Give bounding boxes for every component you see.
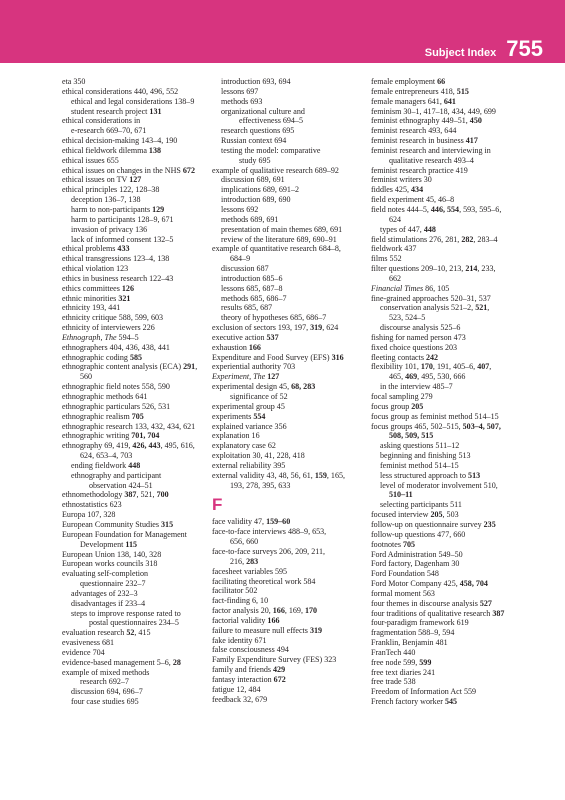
index-subentry: asking questions 511–12 [380,441,460,451]
index-entry: fixed choice questions 203 [371,342,458,352]
index-subentry: methods 693 [221,96,263,106]
index-entry: external reliability 395 [212,460,286,470]
index-entry: facilitating theoretical work 584 [212,576,316,586]
index-subentry: steps to improve response rated to [71,608,181,618]
page-header-band [0,0,565,63]
index-entry: Experiment, The 127 [212,372,280,382]
index-entry: free node 599, 599 [371,657,432,667]
index-entry: executive action 537 [212,332,279,342]
index-subentry: study 695 [239,155,271,165]
index-subentry: significance of 52 [230,392,288,401]
index-subentry: research questions 695 [221,126,295,136]
index-subentry: level of moderator involvement 510, [380,480,498,490]
index-entry: fragmentation 588–9, 594 [371,628,455,638]
index-subentry: presentation of main themes 689, 691 [221,224,343,234]
index-entry: evaluating self-completion [62,569,149,579]
index-subentry: 508, 509, 515 [389,431,434,441]
index-entry: filter questions 209–10, 213, 214, 233, [371,264,496,274]
index-entry: ethnographic content analysis (ECA) 291, [62,362,198,372]
index-subentry: organizational culture and [221,106,305,116]
index-entry: example of mixed methods [62,667,150,677]
index-entry: fleeting contacts 242 [371,352,439,362]
index-entry: follow-up questions 477, 660 [371,529,466,539]
index-subentry: beginning and finishing 513 [380,451,471,461]
index-entry: ethnographic methods 641 [62,392,148,401]
index-entry: FranTech 440 [371,647,416,657]
index-entry: feedback 32, 679 [212,694,268,704]
index-subentry: 510–11 [389,490,413,500]
index-entry: exclusion of sectors 193, 197, 319, 624 [212,323,339,333]
index-entry: factorial validity 166 [212,615,280,625]
index-entry: ethnostatistics 623 [62,500,122,510]
index-entry: failure to measure null effects 319 [212,625,323,635]
index-entry: European Foundation for Management [62,529,187,539]
index-entry: ethnomethodology 387, 521, 700 [62,490,169,500]
index-entry: ethnic minorities 321 [62,293,131,303]
index-entry: fantasy interaction 672 [212,674,286,684]
index-entry: fine-grained approaches 520–31, 537 [371,293,491,303]
index-entry: Financial Times 86, 105 [371,283,450,293]
index-entry: facesheet variables 595 [212,566,288,576]
index-entry: free trade 538 [371,677,416,687]
index-entry: ethnographic particulars 526, 531 [62,401,171,411]
index-entry: family and friends 429 [212,665,286,675]
index-subentry: 523, 524–5 [389,313,426,323]
index-subentry: lessons 697 [221,86,259,96]
index-entry: experimental group 45 [212,401,285,411]
index-entry: Expenditure and Food Survey (EFS) 316 [212,352,344,362]
index-entry: Freedom of Information Act 559 [371,687,477,697]
index-entry: European Union 138, 140, 328 [62,549,162,559]
index-subentry: methods 685, 686–7 [221,293,287,303]
index-subentry: 624 [389,214,402,224]
index-subentry: e-research 669–70, 671 [71,126,147,136]
index-entry: female entrepreneurs 418, 515 [371,86,469,96]
index-entry: Ford Motor Company 425, 458, 704 [371,579,488,589]
index-subentry: ethnography and participant [71,470,162,480]
index-entry: ethnography 69, 419, 426, 443, 495, 616, [62,441,195,451]
index-entry: face-to-face surveys 206, 209, 211, [212,546,325,556]
index-entry: evidence 704 [62,647,105,657]
index-entry: ethical problems 433 [62,244,130,254]
index-entry: ethical violation 123 [62,264,129,274]
index-entry: four traditions of qualitative research 387 [371,608,505,618]
index-subentry: student research project 131 [71,106,162,116]
index-entry: ethical considerations in [62,116,141,126]
index-entry: evidence-based management 5–6, 28 [62,657,181,667]
index-subentry: discussion 687 [221,264,269,274]
index-entry: ethical issues 655 [62,155,119,165]
index-entry: experimental design 45, 68, 283 [212,382,316,392]
index-entry: fishing for named person 473 [371,332,466,342]
index-entry: fact-finding 6, 10 [212,596,269,606]
index-entry: feminism 30–1, 417–18, 434, 449, 699 [371,106,496,116]
index-entry: ethical decision-making 143–4, 190 [62,136,178,146]
index-subentry: conservation analysis 521–2, 521, [380,303,490,313]
index-subentry: deception 136–7, 138 [71,195,141,205]
index-entry: ethical transgressions 123–4, 138 [62,254,170,264]
index-subentry: effectiveness 694–5 [239,116,303,126]
index-entry: formal moment 563 [371,588,435,598]
index-entry: explained variance 356 [212,421,287,431]
index-subentry: results 685, 687 [221,303,273,313]
index-subentry: discussion 689, 691 [221,175,285,185]
index-entry: focused interview 205, 503 [371,510,459,520]
index-subentry: harm to participants 128–9, 671 [71,214,174,224]
index-entry: factor analysis 20, 166, 169, 170 [212,606,318,616]
index-subentry: observation 424–51 [89,480,153,490]
index-subentry: discourse analysis 525–6 [380,323,461,333]
index-column-2 [212,77,362,704]
index-entry: footnotes 705 [371,539,416,549]
index-entry: explanatory case 62 [212,441,276,451]
index-entry: face validity 47, 159–60 [212,517,291,527]
index-subentry: 684–9 [230,254,251,264]
index-entry: ethnographic research 133, 432, 434, 621 [62,421,196,431]
index-subentry: 193, 278, 395, 633 [230,480,291,490]
index-subentry: selecting participants 511 [380,500,462,510]
index-entry: focus group as feminist method 514–15 [371,411,499,421]
index-entry: Ethnograph, The 594–5 [62,332,139,342]
index-entry: four themes in discourse analysis 527 [371,598,492,608]
index-entry: Ford Foundation 548 [371,569,439,579]
index-subentry: theory of hypotheses 685, 686–7 [221,313,327,323]
index-entry: Ford Administration 549–50 [371,549,463,559]
index-entry: flexibility 101, 170, 191, 405–6, 407, [371,362,492,372]
index-column-3 [371,77,521,707]
index-subentry: introduction 689, 690 [221,195,291,205]
index-subentry: methods 689, 691 [221,214,279,224]
index-entry: fiddles 425, 434 [371,185,424,195]
index-entry: ethnographic writing 701, 704 [62,431,160,441]
index-entry: explanation 16 [212,431,260,441]
index-entry: example of quantitative research 684–8, [212,244,341,254]
index-subentry: 656, 660 [230,537,259,547]
index-entry: ethical fieldwork dilemma 138 [62,145,161,155]
index-subentry: 662 [389,273,402,283]
index-entry: follow-up on questionnaire survey 235 [371,519,496,529]
index-entry: exhaustion 166 [212,342,261,352]
index-entry: female managers 641, 641 [371,96,456,106]
index-subentry: 624, 653–4, 703 [80,451,133,461]
index-entry: ethnographic realism 705 [62,411,144,421]
index-entry: ethnicity critique 588, 599, 603 [62,313,164,323]
index-entry: free text diaries 241 [371,667,436,677]
index-entry: evasiveness 681 [62,638,115,648]
index-entry: experiential authority 703 [212,362,296,372]
index-entry: Franklin, Benjamin 481 [371,638,448,648]
index-entry: European Community Studies 315 [62,519,174,529]
index-entry: focus group 205 [371,401,424,411]
index-subentry: less structured approach to 513 [380,470,481,480]
index-entry: feminist ethnography 449–51, 450 [371,116,482,126]
index-entry: field notes 444–5, 446, 554, 593, 595–6, [371,204,502,214]
index-subentry: implications 689, 691–2 [221,185,300,195]
index-entry: focal sampling 279 [371,392,433,401]
index-subentry: introduction 693, 694 [221,77,291,86]
index-subentry: harm to non-participants 129 [71,204,165,214]
index-entry: fieldwork 437 [371,244,417,254]
index-entry: ethnographic field notes 558, 590 [62,382,170,392]
index-subentry: research 692–7 [80,677,129,687]
index-entry: example of qualitative research 689–92 [212,165,339,175]
index-subentry: review of the literature 689, 690–91 [221,234,337,244]
index-entry: fatigue 12, 484 [212,684,261,694]
index-entry: ethical issues on changes in the NHS 672 [62,165,195,175]
index-subentry: types of 447, 448 [380,224,436,234]
index-subentry: 560 [80,372,93,382]
index-entry: field experiment 45, 46–8 [371,195,455,205]
index-entry: focus groups 465, 502–515, 503–4, 507, [371,421,501,431]
index-entry: ethnographic coding 585 [62,352,143,362]
index-subentry: questionnaire 232–7 [80,579,146,589]
index-entry: French factory worker 545 [371,697,458,707]
index-subentry: testing the model: comparative [221,145,321,155]
index-entry: ethics in business research 122–43 [62,273,174,283]
index-subentry: disadvantages if 233–4 [71,598,146,608]
index-entry: Ford factory, Dagenham 30 [371,559,460,569]
index-subentry: Development 115 [80,539,138,549]
index-subentry: in the interview 485–7 [380,382,453,392]
index-entry: films 552 [371,254,402,264]
index-subentry: lessons 685, 687–8 [221,283,283,293]
index-entry: field stimulations 276, 281, 282, 283–4 [371,234,498,244]
index-entry: experiments 554 [212,411,266,421]
index-entry: feminist research and interviewing in [371,145,491,155]
index-subentry: lack of informed consent 132–5 [71,234,174,244]
index-entry: Europa 107, 328 [62,510,116,520]
index-subentry: discussion 694, 696–7 [71,687,143,697]
index-entry: face-to-face interviews 488–9, 653, [212,527,327,537]
index-subentry: ethical and legal considerations 138–9 [71,96,195,106]
index-entry: ethnographers 404, 436, 438, 441 [62,342,170,352]
index-entry: external validity 43, 48, 56, 61, 159, 165, [212,470,345,480]
index-subentry: lessons 692 [221,204,259,214]
page-number: 755 [506,36,543,61]
index-entry: feminist research 493, 644 [371,126,457,136]
index-entry: feminist research in business 417 [371,136,478,146]
index-subentry: ending fieldwork 448 [71,460,141,470]
index-subentry: invasion of privacy 136 [71,224,148,234]
index-entry: ethical issues on TV 127 [62,175,142,185]
header-text-group [425,36,543,62]
index-entry: Family Expenditure Survey (FES) 323 [212,655,337,665]
index-entry: false consciousness 494 [212,645,289,655]
index-entry: four-paradigm framework 619 [371,618,469,628]
index-entry: ethics committees 126 [62,283,134,293]
index-entry: fake identity 671 [212,635,267,645]
index-entry: feminist research practice 419 [371,165,468,175]
index-entry: ethnicity 193, 441 [62,303,121,313]
index-subentry: feminist method 514–15 [380,460,459,470]
index-entry: facilitator 502 [212,586,258,596]
running-head-title: Subject Index [424,47,497,59]
index-entry: exploitation 30, 41, 228, 418 [212,451,305,461]
index-entry: ethical considerations 440, 496, 552 [62,86,179,96]
index-subentry: 216, 283 [230,556,259,566]
index-entry: eta 350 [62,77,86,86]
index-subentry: four case studies 695 [71,697,139,707]
index-subentry: Russian context 694 [221,136,287,146]
index-entry: European works councils 318 [62,559,158,569]
index-entry: female employment 66 [371,77,446,86]
index-entry: ethnicity of interviewers 226 [62,323,155,333]
index-subentry: introduction 685–6 [221,273,283,283]
section-letter-heading: F [212,495,223,515]
index-subentry: postal questionnaires 234–5 [89,618,179,628]
index-subentry: 465, 469, 495, 530, 666 [389,372,466,382]
index-column-1 [62,77,202,707]
index-entry: ethical principles 122, 128–38 [62,185,160,195]
index-entry: evaluation research 52, 415 [62,628,151,638]
index-subentry: qualitative research 493–4 [389,155,474,165]
index-entry: feminist writers 30 [371,175,432,185]
index-subentry: advantages of 232–3 [71,588,138,598]
